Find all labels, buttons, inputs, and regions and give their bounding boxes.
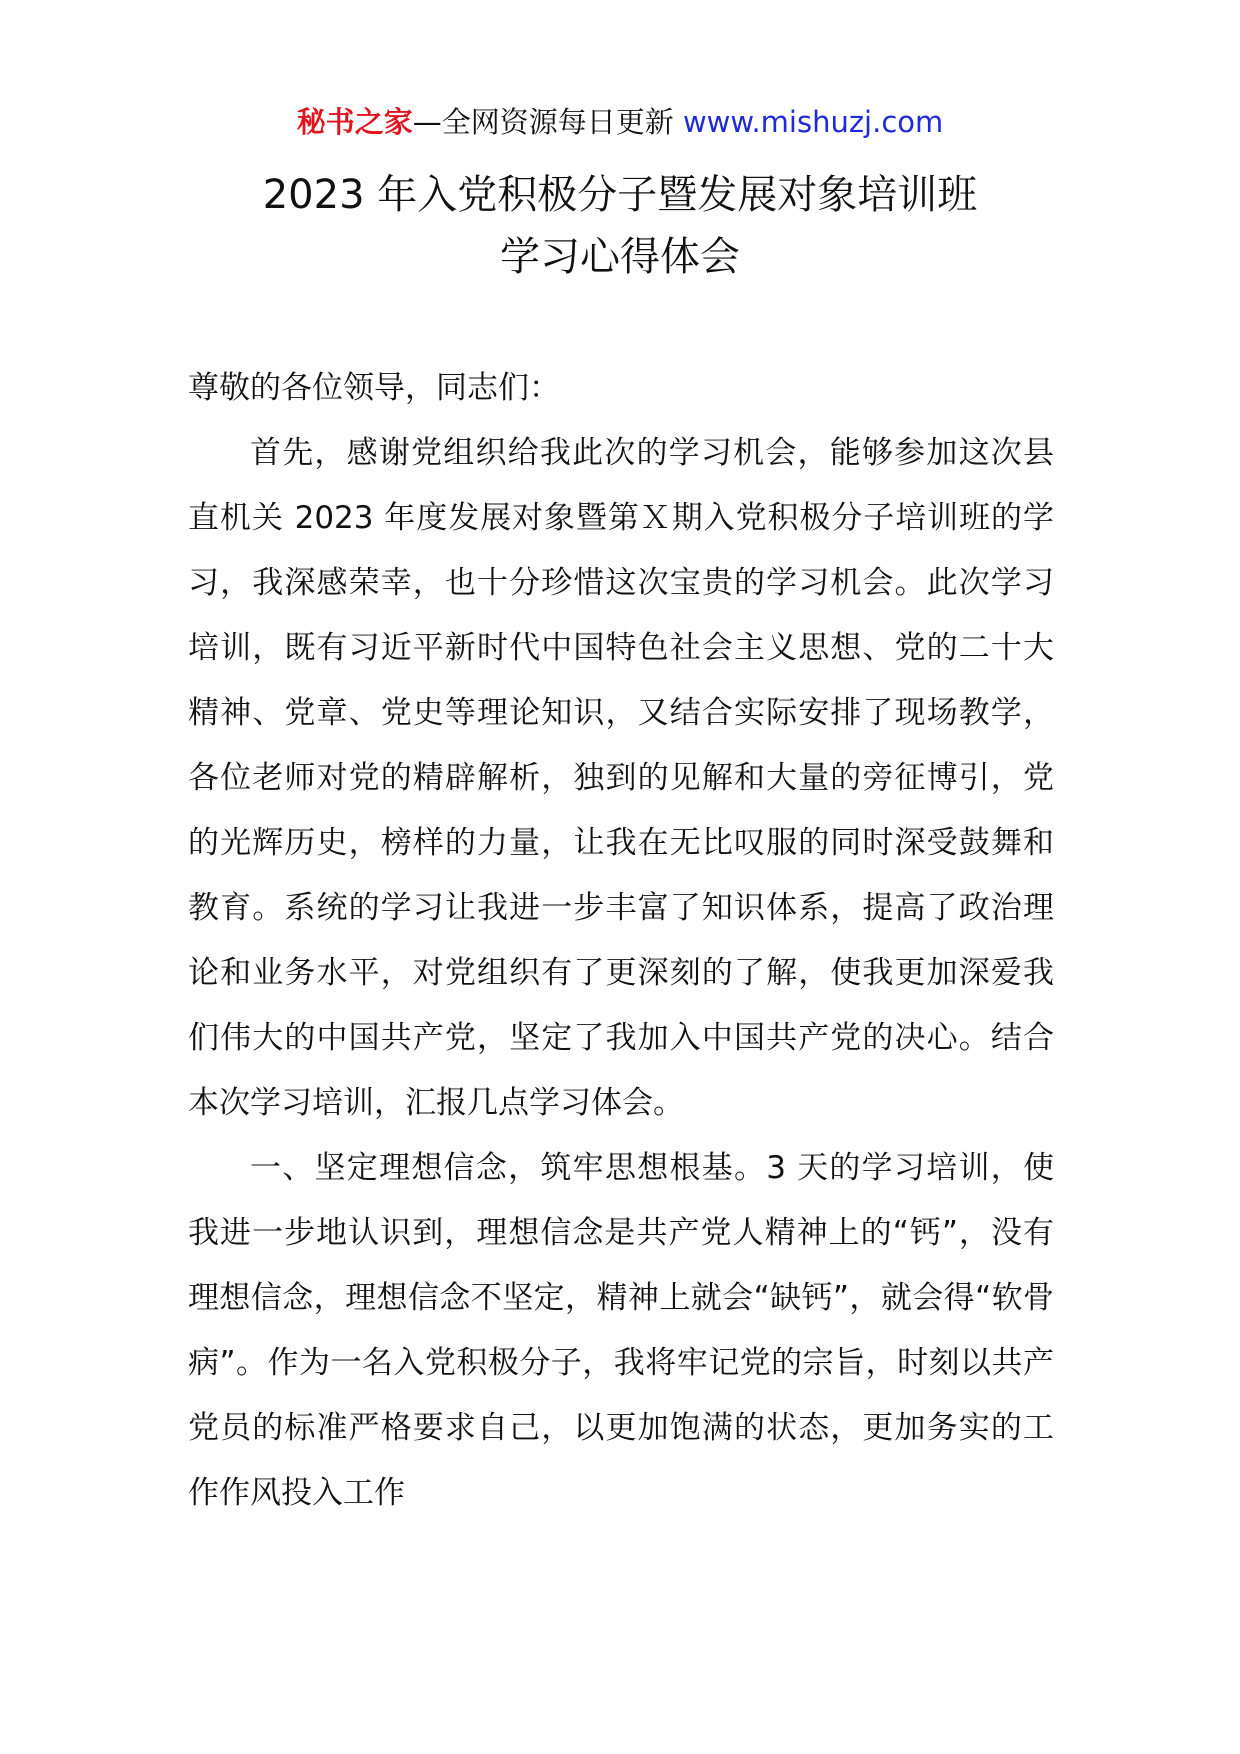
paragraph-point-1: 一、坚定理想信念，筑牢思想根基。3 天的学习培训，使我进一步地认识到，理想信念是共产党人精神上的“钙”，没有理想信念，理想信念不坚定，精神上就会“缺钙”，就会得“软骨病”。作为一名入党积极分子，我将牢记党的宗旨，时刻以共产党员的标准严格要求自己，以更加饱满的状态，更加务实的工作作风投入工作 [188,1150,1054,1511]
document-body [188,356,1054,1526]
header-tagline: —全网资源每日更新 [412,105,674,139]
paragraph-intro: 首先，感谢党组织给我此次的学习机会，能够参加这次县直机关 2023 年度发展对象暨第Ｘ期入党积极分子培训班的学习，我深感荣幸，也十分珍惜这次宝贵的学习机会。此次学习培训，既有习近平新时代中国特色社会主义思想、党的二十大精神、党章、党史等理论知识，又结合实际安排了现场教学，各位老师对党的精辟解析，独到的见解和大量的旁征博引，党的光辉历史，榜样的力量，让我在无比叹服的同时深受鼓舞和教育。系统的学习让我进一步丰富了知识体系，提高了政治理论和业务水平，对党组织有了更深刻的了解，使我更加深爱我们伟大的中国共产党，坚定了我加入中国共产党的决心。结合本次学习培训，汇报几点学习体会。 [188,435,1054,1121]
document-title [0,164,1240,288]
salutation: 尊敬的各位领导，同志们： [188,370,560,406]
watermark-header [0,102,1240,142]
title-line-1: 2023 年入党积极分子暨发展对象培训班 [262,172,978,218]
site-url-link[interactable]: www.mishuzj.com [682,105,944,139]
title-line-2: 学习心得体会 [500,234,740,280]
brand-name: 秘书之家 [296,105,413,139]
